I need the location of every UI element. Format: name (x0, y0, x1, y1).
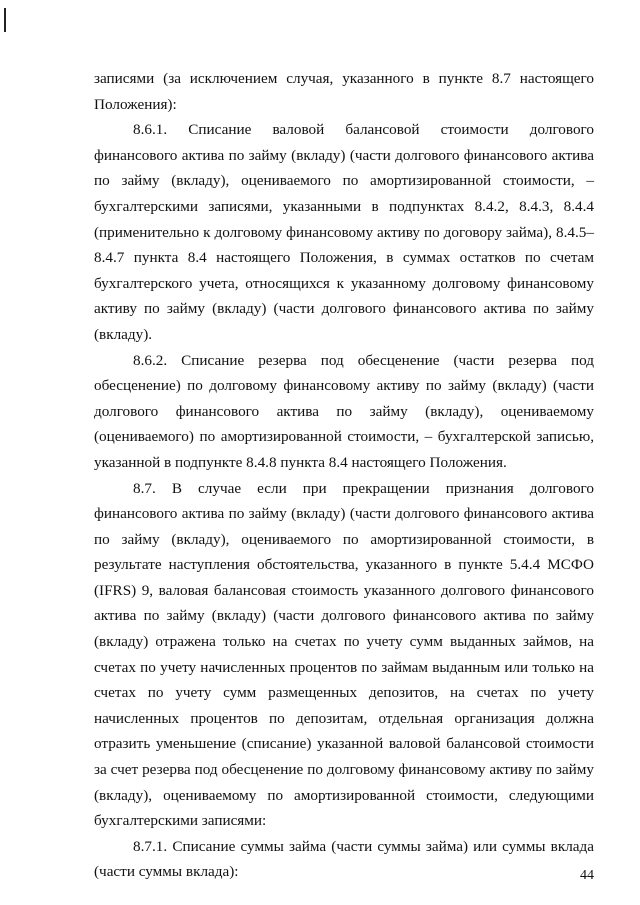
paragraph-8-6-2: 8.6.2. Списание резерва под обесценение (части резерва под обесценение) по долговому финансовому активу по займу (вкладу) (части долгового финансового актива по займу (вкладу), оцениваемому (оцениваемого) по амортизированной стоимости, – бухгалтерской записью, указанной в подпункте 8.4.8 пункта 8.4 настоящего Положения. (94, 351, 594, 471)
paragraph-8-6-1: 8.6.1. Списание валовой балансовой стоимости долгового финансового актива по займу (вкладу) (части долгового финансового актива по займу (вкладу), оцениваемого по амортизированной стоимости, – бухгалтерскими записями, указанными в подпунктах 8.4.2, 8.4.3, 8.4.4 (применительно к долговому финансовому активу по договору займа), 8.4.5–8.4.7 пункта 8.4 настоящего Положения, в суммах остатков по счетам бухгалтерского учета, относящихся к указанному долговому финансовому активу по займу (вкладу) (части долгового финансового актива по займу (вкладу). (94, 121, 594, 343)
paragraph-8-7-1: 8.7.1. Списание суммы займа (части суммы займа) или суммы вклада (части суммы вклада): (94, 837, 594, 881)
paragraph-continuation: записями (за исключением случая, указанного в пункте 8.7 настоящего Положения): (94, 70, 594, 113)
body-text (94, 66, 594, 885)
margin-mark (4, 8, 6, 32)
page-number: 44 (580, 868, 594, 883)
paragraph-8-7: 8.7. В случае если при прекращении признания долгового финансового актива по займу (вкладу) (части долгового финансового актива по займу (вкладу), оцениваемого по амортизированной стоимости, в результате наступления обстоятельства, указанного в пункте 5.4.4 МСФО (IFRS) 9, валовая балансовая стоимость указанного долгового финансового актива по займу (вкладу) (части долгового финансового актива по займу (вкладу) отражена только на счетах по учету сумм выданных займов, на счетах по учету начисленных процентов по займам выданным или только на счетах по учету сумм размещенных депозитов, на счетах по учету начисленных процентов по депозитам, отдельная организация должна отразить уменьшение (списание) указанной валовой балансовой стоимости за счет резерва под обесценение по долговому финансовому активу по займу (вкладу), оцениваемому по амортизированной стоимости, следующими бухгалтерскими записями: (94, 479, 594, 830)
